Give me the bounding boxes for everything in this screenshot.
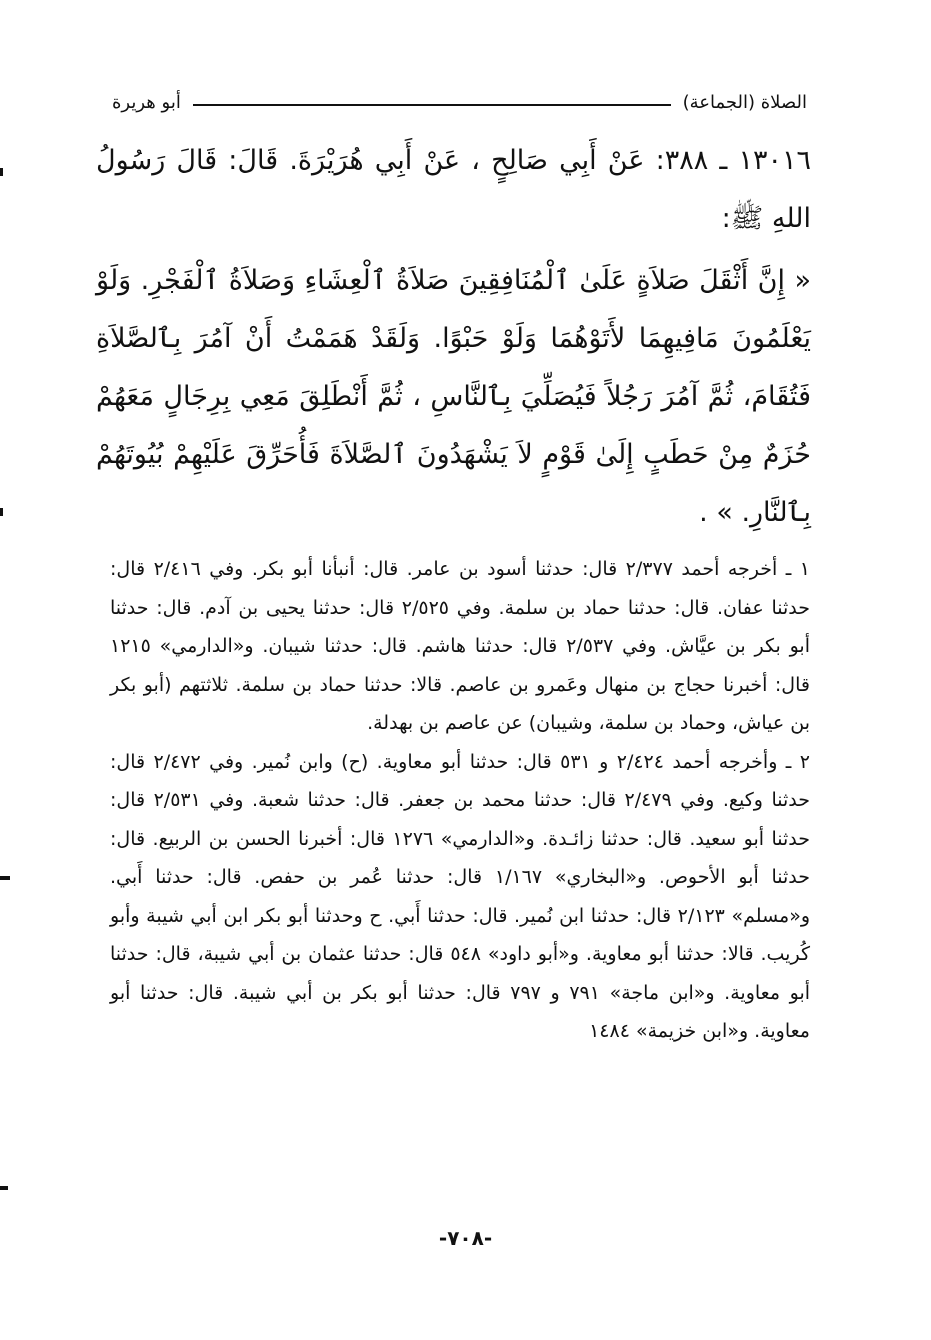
page-number: -٧٠٨- <box>438 1226 493 1250</box>
scan-mark <box>0 168 3 176</box>
running-header <box>112 86 807 118</box>
footnotes <box>110 550 810 1051</box>
hadith-isnad: ١٣٠١٦ ـ ٣٨٨: عَنْ أَبِي صَالِحٍ ، عَنْ أَبِي هُرَيْرَةَ. قَالَ: قَالَ رَسُولُ اللهِ ﷺ: <box>96 145 812 234</box>
footnote-1: ١ ـ أخرجه أحمد ٢/٣٧٧ قال: حدثنا أسود بن عامر. قال: أنبأنا أبو بكر. وفي ٢/٤١٦ قال: حدثنا عفان. قال: حدثنا حماد بن سلمة. وفي ٢/٥٢٥ قال: حدثنا يحيى بن آدم. قال: حدثنا أبو بكر بن عيَّاش. وفي ٢/٥٣٧ قال: حدثنا هاشم. قال: حدثنا شيبان. و«الدارمي» ١٢١٥ قال: أخبرنا حجاج بن منهال وعَمرو بن عاصم. قالا: حدثنا حماد بن سلمة. ثلاثتهم (أبو بكر بن عياش، وحماد بن سلمة، وشيبان) عن عاصم بن بهدلة. <box>110 558 810 734</box>
scan-mark <box>0 876 10 880</box>
header-rule <box>193 104 671 106</box>
narrator-title: أبو هريرة <box>112 91 181 113</box>
scan-mark <box>0 1186 8 1190</box>
chapter-title: الصلاة (الجماعة) <box>682 91 807 113</box>
scan-mark <box>0 508 3 516</box>
hadith-text <box>96 132 811 542</box>
footnote-2: ٢ ـ وأخرجه أحمد ٢/٤٢٤ و ٥٣١ قال: حدثنا أبو معاوية. (ح) وابن نُمير. وفي ٢/٤٧٢ قال: حدثنا وكيع. وفي ٢/٤٧٩ قال: حدثنا محمد بن جعفر. قال: حدثنا شعبة. وفي ٢/٥٣١ قال: حدثنا أبو سعيد. قال: حدثنا زائـدة. و«الدارمي» ١٢٧٦ قال: أخبرنا الحسن بن الربيع. قال: حدثنا أبو الأحوص. و«البخاري» ١/١٦٧ قال: حدثنا عُمر بن حفص. قال: حدثنا أَبي. و«مسلم» ٢/١٢٣ قال: حدثنا ابن نُمير. قال: حدثنا أَبي. ح وحدثنا أبو بكر ابن أبي شيبة وأبو كُريب. قالا: حدثنا أبو معاوية. و«أبو داود» ٥٤٨ قال: حدثنا عثمان بن أبي شيبة، قال: حدثنا أبو معاوية. و«ابن ماجة» ٧٩١ و ٧٩٧ قال: حدثنا أبو بكر بن أبي شيبة. قال: حدثنا أبو معاوية. و«ابن خزيمة» ١٤٨٤ <box>110 750 811 1042</box>
hadith-matn: « إِنَّ أَثْقَلَ صَلاَةٍ عَلَىٰ ٱلْمُنَافِقِينَ صَلاَةُ ٱلْعِشَاءِ وَصَلاَةُ ٱلْفَجْرِ. وَلَوْ يَعْلَمُونَ مَافِيهِمَا لأَتَوْهُمَا وَلَوْ حَبْوًا. وَلَقَدْ هَمَمْتُ أَنْ آمُرَ بِٱلصَّلاَةِ فَتُقَامَ، ثُمَّ آمُرَ رَجُلاً فَيُصَلِّيَ بِٱلنَّاسِ ، ثُمَّ أَنْطَلِقَ مَعِي بِرِجَالٍ مَعَهُمْ حُزَمٌ مِنْ حَطَبٍ إِلَىٰ قَوْمٍ لاَ يَشْهَدُونَ ٱلصَّلاَةَ فَأُحَرِّقَ عَلَيْهِمْ بُيُوتَهُمْ بِٱلنَّارِ. » . <box>96 265 811 528</box>
